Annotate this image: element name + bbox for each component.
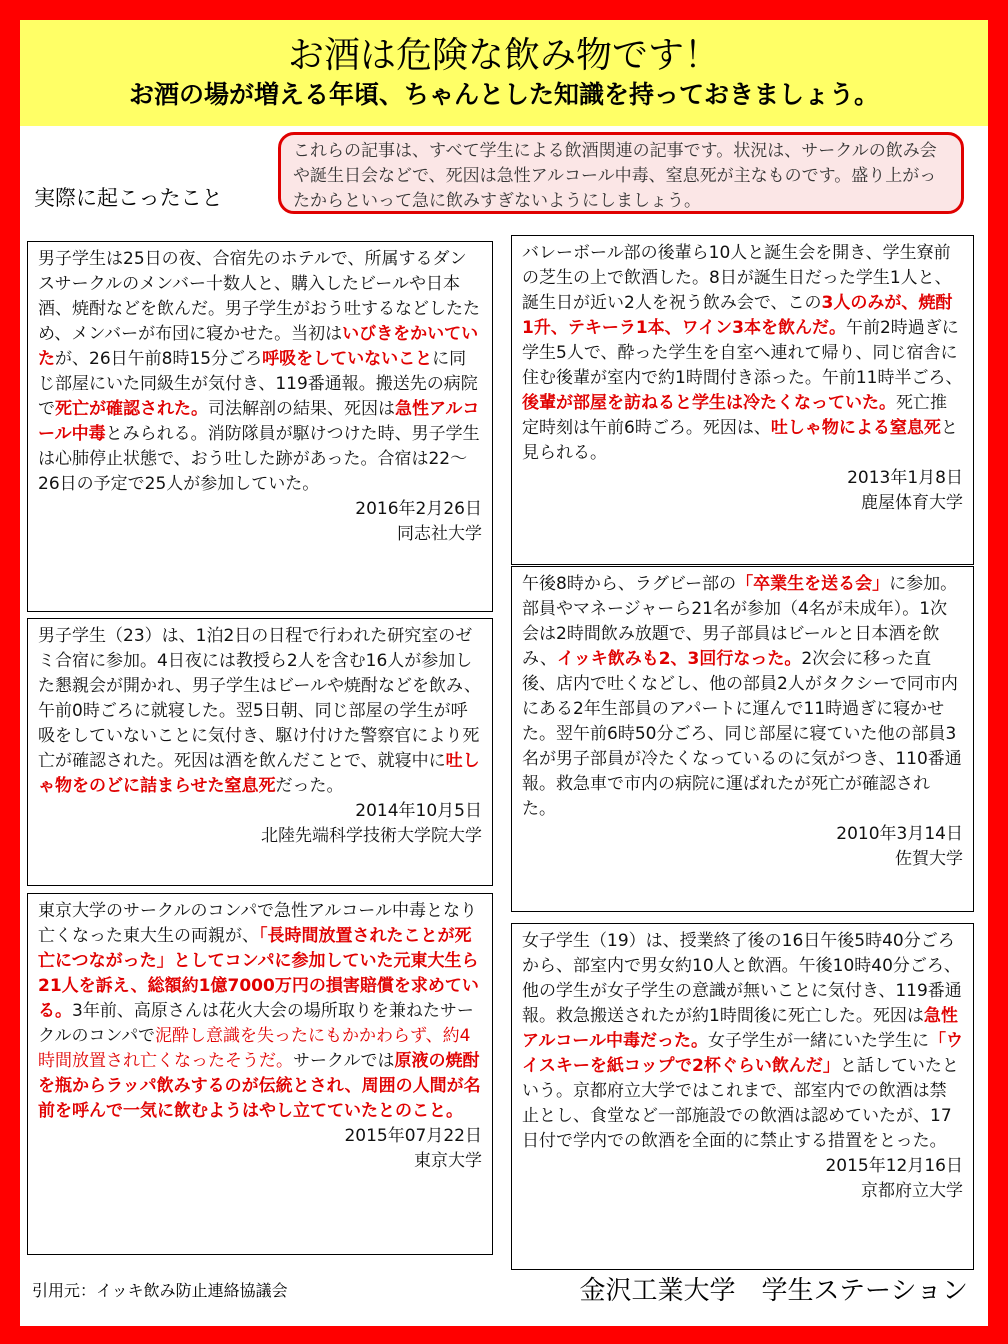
text-span: 午後8時から、ラグビー部の: [522, 574, 737, 594]
text-span: 男子学生（23）は、1泊2日の日程で行われた研究室のゼミ合宿に参加。4日夜には教授ら2人を含む16人が参加した懇親会が開かれ、男子学生はビールや焼酎などを飲み、午前0時ごろに就寝した。翌5日朝、同じ部屋の学生が呼吸をしていないことに気付き、駆け付けた警察官により死亡が確認された。死因は酒を飲んだことで、就寝中に: [38, 626, 482, 771]
highlight-span: 吐しゃ物をのどに詰まらせた窒息死: [38, 751, 480, 796]
text-span: 2次会に移った直後、店内で吐くなどし、他の部員2人がタクシーで同市内にある2年生部員のアパートに運んで11時過ぎに寝かせた。翌午前6時50分ごろ、同じ部屋に寝ていた他の部員3名が男子部員が冷たくなっているのに気がつき、110番通報。救急車で市内の病院に運ばれたが死亡が確認された。: [522, 649, 962, 819]
story-school: 東京大学: [414, 1151, 482, 1171]
text-span: と見られる。: [522, 418, 958, 463]
text-span: 男子学生は25日の夜、合宿先のホテルで、所属するダンスサークルのメンバー十数人と、購入したビールや日本酒、焼酎などを飲んだ。男子学生がおう吐するなどしたため、メンバーが布団に寝かせた。当初は: [38, 249, 480, 344]
story-saga: [511, 566, 974, 912]
highlight-span: 「卒業生を送る会」: [736, 574, 890, 594]
highlight-span: 死亡が確認された。: [55, 399, 208, 419]
text-span: に参加。部員やマネージャーら21名が参加（4名が未成年）。1次会は2時間飲み放題で、男子部員はビールと日本酒を飲み、: [522, 574, 958, 669]
page-subtitle: お酒の場が増える年頃、ちゃんとした知識を持っておきましょう。: [128, 80, 879, 109]
text-span: 死亡推定時刻は午前6時ごろ。死因は、: [522, 393, 947, 438]
text-span: が、26日午前8時15分ごろ: [55, 349, 263, 369]
text-span: 3年前、高原さんは花火大会の場所取りを兼ねたサークルのコンパで: [38, 1001, 474, 1046]
story-date: 2014年10月5日: [355, 801, 482, 821]
poster: [20, 20, 988, 1326]
text-span: バレーボール部の後輩ら10人と誕生会を開き、学生寮前の芝生の上で飲酒した。8日が誕生日だった学生1人と、誕生日が近い2人を祝う飲み会で、この: [522, 243, 952, 313]
text-span: だった。: [275, 776, 344, 796]
story-kpu: [511, 923, 974, 1270]
story-date: 2010年3月14日: [836, 824, 963, 844]
text-span: 東京大学のサークルのコンパで急性アルコール中毒となり亡くなった東大生の両親が、: [38, 901, 477, 946]
text-span: 午前2時過ぎに学生5人で、酔った学生を自室へ連れて帰り、同じ宿舎に住む後輩が室内で約1時間付き添った。午前11時半ごろ、: [522, 318, 963, 388]
story-date: 2013年1月8日: [847, 468, 963, 488]
text-span: 女子学生が一緒にいた学生に: [707, 1031, 929, 1051]
highlight-span: 「ウイスキーを紙コップで2杯ぐらい飲んだ」: [522, 1031, 963, 1076]
story-school: 京都府立大学: [861, 1181, 963, 1201]
story-body: [522, 929, 963, 1154]
story-date: 2015年07月22日: [344, 1126, 482, 1146]
story-body: [38, 624, 482, 799]
highlight-span: イッキ飲みも2、3回行なった。: [557, 649, 802, 669]
header-banner: [20, 20, 988, 126]
highlight-span: 「長時間放置されたことが死亡につながった」としてコンパに参加していた元東大生ら21人を訴え、総額約1億7000万円の損害賠償を求めている。: [38, 926, 479, 1021]
story-body: [38, 899, 482, 1124]
highlight-span: 呼吸をしていないこと: [262, 349, 433, 369]
story-todai: [27, 893, 493, 1255]
story-doshisha: [27, 241, 493, 612]
organization-name: 金沢工業大学 学生ステーション: [579, 1276, 968, 1306]
highlight-span: 3人のみが、焼酎1升、テキーラ1本、ワイン3本を飲んだ。: [522, 293, 953, 338]
highlight-span: 吐しゃ物による窒息死: [770, 418, 941, 438]
text-span: サークルでは: [293, 1051, 395, 1071]
story-date: 2016年2月26日: [355, 499, 482, 519]
story-school: 同志社大学: [397, 524, 482, 544]
story-kanoya: [511, 235, 974, 565]
story-school: 鹿屋体育大学: [861, 493, 963, 513]
text-span: と話していたという。京都府立大学ではこれまで、部室内での飲酒は禁止とし、食堂など一部施設での飲酒は認めていたが、17日付で学内での飲酒を全面的に禁止する措置をとった。: [522, 1056, 959, 1151]
text-span: に同じ部屋にいた同級生が気付き、119番通報。搬送先の病院で: [38, 349, 478, 419]
highlight-span: いびきをかいていた: [38, 324, 479, 369]
highlight-span: 急性アルコール中毒だった。: [522, 1006, 958, 1051]
story-school: 佐賀大学: [895, 849, 963, 869]
notice-box: これらの記事は、すべて学生による飲酒関連の記事です。状況は、サークルの飲み会や誕生日会などで、死因は急性アルコール中毒、窒息死が主なものです。盛り上がったからといって急に飲みすぎないようにしましょう。: [278, 132, 964, 214]
text-span: 司法解剖の結果、死因は: [208, 399, 395, 419]
section-label: 実際に起こったこと: [34, 186, 223, 210]
text-span: とみられる。消防隊員が駆けつけた時、男子学生は心肺停止状態で、おう吐した跡があった。合宿は22〜26日の予定で25人が参加していた。: [38, 424, 480, 494]
highlight-span: 後輩が部屋を訪ねると学生は冷たくなっていた。: [522, 393, 896, 413]
source-credit: 引用元：イッキ飲み防止連絡協議会: [32, 1281, 288, 1300]
text-span: 女子学生（19）は、授業終了後の16日午後5時40分ごろから、部室内で男女約10人と飲酒。午後10時40分ごろ、他の学生が女子学生の意識が無いことに気付き、119番通報。救急搬送されたが約1時間後に死亡した。死因は: [522, 931, 962, 1026]
story-body: [38, 247, 482, 497]
story-school: 北陸先端科学技術大学院大学: [261, 826, 482, 846]
highlight-span: 急性アルコール中毒: [38, 399, 480, 444]
story-body: [522, 241, 963, 466]
page-title: お酒は危険な飲み物です！: [287, 35, 720, 76]
highlight-span: 原液の焼酎を瓶からラッパ飲みするのが伝統とされ、周囲の人間が名前を呼んで一気に飲むようはやし立てていたとのこと。: [38, 1051, 481, 1121]
story-jaist: [27, 618, 493, 886]
story-body: [522, 572, 963, 822]
story-date: 2015年12月16日: [825, 1156, 963, 1176]
red-span: 泥酔し意識を失ったにもかかわらず、約4時間放置され亡くなったそうだ。: [38, 1026, 471, 1071]
